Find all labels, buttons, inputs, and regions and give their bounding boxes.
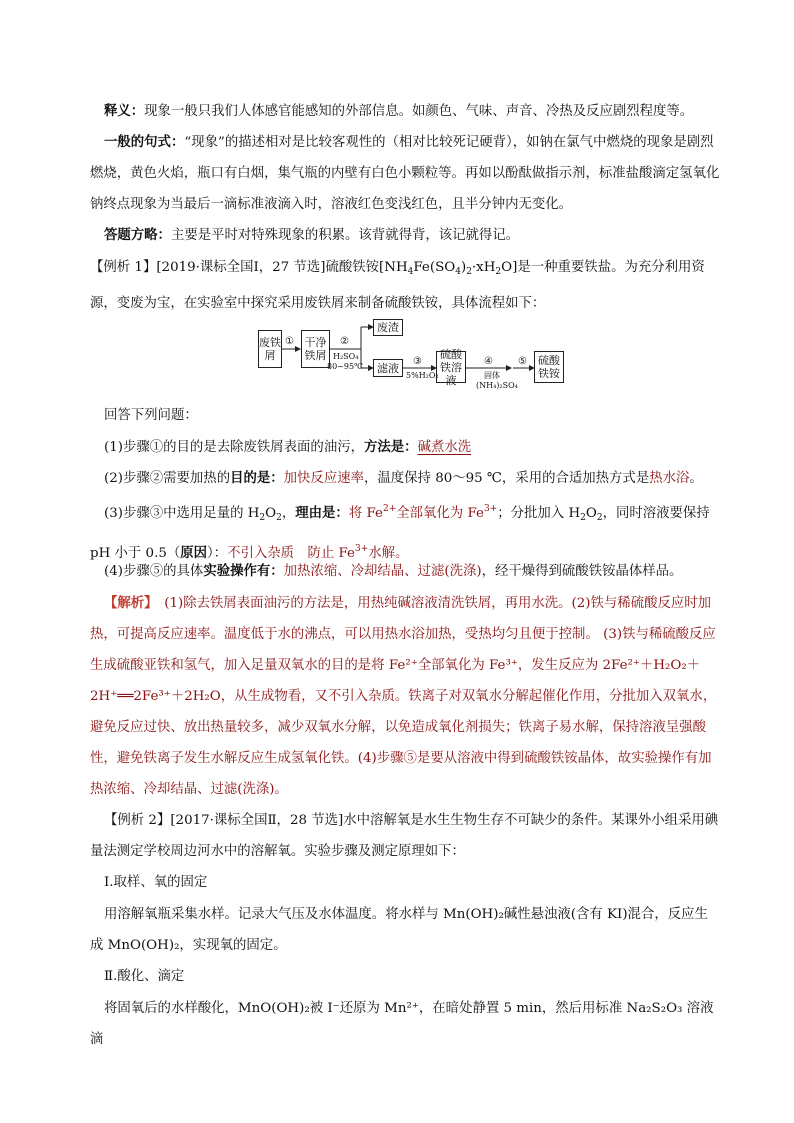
box-iron-sulfate-solution: 硫酸铁溶液	[436, 351, 466, 383]
label-hydrogen-peroxide: 5%H₂O₂	[406, 371, 439, 380]
answer-2: 加快反应速率	[283, 471, 364, 486]
section-2-text: 将固氧后的水样酸化，MnO(OH)₂被 I⁻还原为 Mn²⁺，在暗处静置 5 min，然后用标准 Na₂S₂O₃ 溶液滴	[90, 1001, 714, 1047]
step-1-marker: ①	[285, 336, 294, 347]
analysis-label: 【解析】	[104, 595, 151, 611]
label-ammonium-sulfate: (NH₄)₂SO₄	[476, 381, 518, 390]
definition-label: 释义：	[104, 103, 145, 119]
box-waste-iron-scraps: 废铁屑	[258, 330, 282, 368]
answer-2b: 热水浴	[649, 471, 690, 486]
questions-intro: 回答下列问题：	[104, 408, 198, 423]
example-2-intro: 【例析 2】[2017·课标全国Ⅱ，28 节选]水中溶解氧是水生生物生存不可缺少的条件。某课外小组采用碘量法测定学校周边河水中的溶解氧。实验步骤及测定原理如下：	[90, 813, 719, 859]
strategy-paragraph	[90, 220, 720, 251]
sentence-pattern-label: 一般的句式：	[104, 134, 185, 150]
label-solid: 固体	[484, 371, 500, 380]
section-1-title: Ⅰ.取样、氧的固定	[104, 875, 208, 890]
question-4: (4)步骤⑤的具体实验操作有：加热浓缩、冷却结晶、过滤(洗涤)，经干燥得到硫酸铁铵晶体样品。	[104, 563, 683, 579]
definition-paragraph	[90, 96, 720, 127]
analysis-section	[90, 588, 720, 805]
step-3-marker: ③	[413, 356, 422, 367]
box-filtrate: 滤液	[373, 359, 403, 377]
section-1-text: 用溶解氧瓶采集水样。记录大气压及水体温度。将水样与 Mn(OH)₂碱性悬浊液(含有 KI)混合，反应生成 MnO(OH)₂，实现氧的固定。	[90, 907, 708, 953]
answer-3: 将 $Fe^{2+}$全部氧化为 $Fe^{3+}$	[348, 504, 498, 521]
question-3: (3)步骤③中选用足量的 $H_2O_2$，理由是：将 $Fe^{2+}$全部氧化为 $Fe^{3+}$；分批加入 $H_2O_2$，同时溶液要保持 pH 小于 0.5（原因）：不引入杂质 防止 $Fe^{3+}$水解。	[90, 504, 710, 561]
sentence-pattern-text: “现象”的描述相对是比较客观性的（相对比较死记硬背），如钠在氯气中燃烧的现象是剧烈燃烧，黄色火焰，瓶口有白烟，集气瓶的内壁有白色小颗粒等。再如以酚酞做指示剂，标准盐酸滴定氢氧化钠终点现象为当最后一滴标准液滴入时，溶液红色变浅红色，且半分钟内无变化。	[90, 135, 720, 212]
step-4-marker: ④	[484, 356, 493, 367]
question-1: (1)步骤①的目的是去除废铁屑表面的油污，方法是：碱煮水洗	[104, 439, 472, 455]
label-temperature: 80~95℃	[327, 362, 364, 371]
section-2-title: Ⅱ.酸化、滴定	[104, 969, 185, 984]
example-1-intro: 【例析 1】[2019·课标全国Ⅰ，27 节选]硫酸铁铵$[NH_4Fe(SO_4)_2\cdot xH_2O]$是一种重要铁盐。为充分利用资源，变废为宝，在实验室中探究采用废铁屑来制备硫酸铁铵，具体流程如下：	[90, 260, 705, 311]
question-2: (2)步骤②需要加热的目的是：加快反应速率，温度保持 80～95 ℃，采用的合适加热方式是热水浴。	[104, 470, 703, 486]
analysis-text: (1)除去铁屑表面油污的方法是，用热纯碱溶液清洗铁屑，再用水洗。(2)铁与稀硫酸反应时加热，可提高反应速率。温度低于水的沸点，可以用热水浴加热，受热均匀且便于控制。 (3)铁与稀硫酸反应生成硫酸亚铁和氢气，加入足量双氧水的目的是将 Fe²⁺全部氧化为 Fe³⁺，发生反应为 2Fe²⁺＋H₂O₂＋2H⁺══2Fe³⁺＋2H₂O，从生成物看，又不引入杂质。铁离子对双氧水分解起催化作用，分批加入双氧水，避免反应过快、放出热量较多，减少双氧水分解，以免造成氧化剂损失；铁离子易水解，保持溶液呈强酸性，避免铁离子发生水解反应生成氢氧化铁。(4)步骤⑤是要从溶液中得到硫酸铁铵晶体，故实验操作有加热浓缩、冷却结晶、过滤(洗涤)。	[90, 596, 717, 797]
step-5-marker: ⑤	[518, 356, 527, 367]
box-ammonium-iron-sulfate: 硫酸铁铵	[534, 351, 564, 383]
strategy-label: 答题方略：	[104, 227, 171, 243]
strategy-text: 主要是平时对特殊现象的积累。该背就得背，该记就得记。	[170, 228, 520, 243]
process-flow-diagram	[258, 318, 578, 396]
box-clean-iron-scraps: 干净铁屑	[301, 330, 330, 368]
label-sulfuric-acid: H₂SO₄	[333, 352, 359, 361]
answer-3b: 不引入杂质 防止 $Fe^{3+}$水解。	[227, 544, 409, 561]
definition-text: 现象一般只我们人体感官能感知的外部信息。如颜色、气味、声音、冷热及反应剧烈程度等。	[144, 104, 694, 119]
step-2-marker: ②	[340, 336, 349, 347]
box-waste-residue: 废渣	[373, 319, 403, 336]
answer-4: 加热浓缩、冷却结晶、过滤(洗涤)	[283, 564, 482, 579]
answer-1: 碱煮水洗	[417, 440, 472, 455]
sentence-pattern-paragraph	[90, 127, 720, 220]
